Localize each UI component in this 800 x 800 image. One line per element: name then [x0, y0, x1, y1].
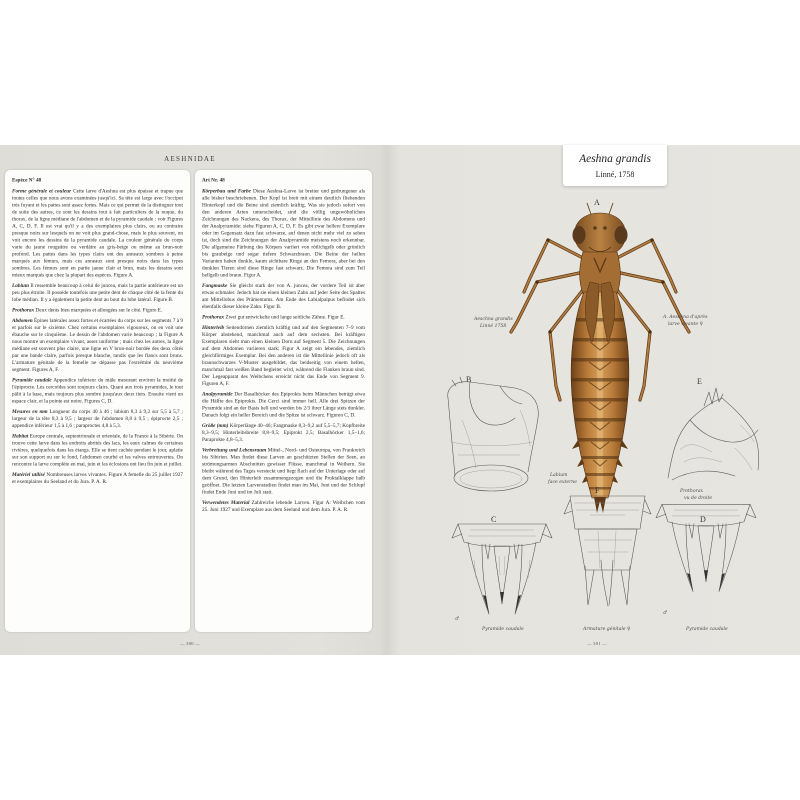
labium-label: Labium — [550, 473, 568, 478]
section-text: Mittel-, Nord- und Osteuropa, von Frankreich bis Sibirien. Man findet diese Larven an geschützten Stellen der Seen, an strömungsarmen Abschnitten gewisser Flüsse, manchmal in Weihern. Sie bleibt während des Tages versteckt und liegt flach auf der Unterlage oder auf dem Grund, den Hinterleib zusammengezogen und die Proktalklappe halb geöffnet. Die letzten Larvenstadien findet man im Mai, Juni und der Schlupf findet Ende Juni und im Juli statt. — [202, 447, 366, 495]
section-term: Körperbau und Farbe — [202, 188, 251, 194]
section-text: Sie gleicht stark der von A. juncea, der vordere Teil ist aber etwas schmaler. Jedoch hat sie einen kleinen Zahn auf jeder Seite des Spaltes am Mittellobus des Prämentums. Am Ende des Labialpalpus befindet sich ebenfalls dieser kleine Zahn. Figur B. — [202, 283, 366, 310]
section-term: Abdomen — [12, 318, 33, 324]
caudal-left-sex: ♂ — [455, 617, 460, 622]
larva-eye-left — [573, 226, 586, 244]
page-number-right: — 301 — — [586, 641, 608, 646]
figure-label-b: B — [466, 375, 472, 384]
section-term: Verwendetes Material — [202, 500, 250, 506]
section-term: Hinterleib — [202, 325, 225, 331]
larva-label-note: larve vivante ♀ — [668, 322, 703, 327]
section-term: Prothorax — [12, 307, 35, 313]
prothorax-label: Prothorax — [680, 489, 704, 494]
section-term: Fangmaske — [202, 283, 228, 289]
section-term: Pyramide caudale — [12, 377, 52, 383]
section-prothorax — [12, 307, 183, 314]
section-text: Zahlreiche lebende Larven. Figur A: Weibchen vom 25. Juni 1927 und Exemplare aus dem Seeland und dem Jura. P. A. R. — [202, 500, 365, 513]
caudal-right-sex: ♂ — [663, 611, 668, 616]
section-measurements — [12, 409, 183, 430]
section-anal-pyramid — [202, 391, 365, 419]
figure-label-a: A — [594, 198, 600, 207]
column-heading: Espèce N° 48 — [12, 177, 42, 183]
species-author: Linné, 1758 — [595, 170, 635, 179]
section-text: Körperlänge 40–46; Fangmaske 8,3–9,2 auf 5,5–5,7; Kopfbreite 8,3–9,5; Hinterleibsbreite 8,8–9,5; Epiprokt 2,5; Basalhöcker 1,5–1,6; Paraprokte 4,8–5,3. — [202, 423, 365, 443]
section-term: Prothorax — [202, 314, 225, 320]
section-mask — [202, 283, 365, 311]
caudal-pyramid-right-drawing — [656, 504, 756, 632]
section-text: Deux dents bien marquées et allongées sur le côté. Figure E. — [35, 307, 163, 313]
section-term: Größe (mm) — [202, 423, 229, 429]
larva-label-source: A. Aeschna d'après — [663, 315, 708, 320]
species-title-box — [563, 145, 667, 186]
section-text: Cette larve d'Aeshna est plus épaisse et trapue que toutes celles que nous avons examinées jusqu'ici. Sa tête est large avec l'occiput très fuyant et les pattes sont assez fortes. Mais ce qui permet de la distinguer tout de suite des autres, ce sont les dessins tout à fait particuliers de la nuque, du thorax, de la ligne médiane de l'abdomen et de la pyramide caudale : voir Figures A, C, D, F. Il est vrai qu'il y a des exemplaires plus clairs, ou au contraire presque noirs sur lesquels on ne voit plus grand-chose, mais le plus souvent, on voit encore les dessins de la pyramide caudale. La couleur générale du corps varie du jaune rougeâtre ou verdâtre au gris-beige ou même au brun-noir profond. Les pattes dans les types clairs ont des anneaux sombres à peine marqués aux fémurs, mais ces anneaux sont presque noirs dans les types sombres. Les fémurs sont en partie jaune clair et brun, mais les dessins sont mieux marqués que chez la plupart des espèces. Figure A. — [12, 188, 183, 278]
caudal-right-caption: Pyramide caudale — [686, 627, 728, 632]
section-term: Forme générale et couleur — [12, 188, 72, 194]
section-body-colour — [202, 188, 365, 279]
figure-label-f: F — [595, 486, 600, 495]
section-caudal-pyramid — [12, 377, 183, 405]
french-column — [5, 170, 190, 632]
caudal-left-caption: Pyramide caudale — [482, 627, 524, 632]
section-term: Analpyramide — [202, 391, 233, 397]
larva-label-author: Linné 1758 — [480, 324, 507, 329]
species-name: Aeshna grandis — [579, 153, 651, 165]
family-header: AESHNIDAE — [164, 155, 216, 163]
larva-label-species: Aeschna grandis — [474, 317, 513, 322]
section-text: Épines latérales assez fortes et écartées du corps sur les segments 7 à 9 et parfois sur le sixième. Chez certains exemplaires vigoureux, on en voit une ébauche sur le cinquième. Le dessin de l'abdomen varie beaucoup ; la Figure A nous montre un exemplaire vivant, assez uniforme ; mais chez les autres, la ligne médiane est souvent plus claire, une ligne en V brun-noir bordée des deux côtés par une bande claire, parfois presque blanche, tandis que les flancs sont bruns. L'armature génitale de la femelle ne dépasse pas l'extrémité du neuvième segment. Figures A, F. — [12, 318, 183, 373]
figure-label-c: C — [491, 515, 497, 524]
section-text: Diese Aeshna-Larve ist breiter und gedrungener als alle bisher beschriebenen. Der Kopf ist breit mit einem deutlich fliehenden Hinterkopf und die Beine sind ziemlich kräftig. Was sie jedoch sofort von den anderen Arten unterscheidet, sind die völlig ungewöhnlichen Zeichnungen des Nackens, des Thorax, der Mittellinie des Abdomens und der Analpyramide: siehe Figuren A, C, D, F. Es gibt zwar hellere Exemplare oder im Gegensatz dazu fast schwarze, auf denen nicht mehr viel zu sehen ist, doch sind die Zeichnungen der Analpyramide meistens noch erkennbar. Die allgemeine Färbung des Körpers variiert von rötlichgelb oder grünlich bis graubeige und sogar tiefem Schwarzbraun. Die Beine der hellen Varianten haben dunkle, kaum sichtbare Ringe an den Femora, aber bei den dunklen Tieren sind diese Ringe fast schwarz. Die Femora sind zum Teil hellgelb und braun. Figur A. — [202, 188, 365, 278]
german-column-text — [202, 177, 365, 517]
labium-label-view: face externe — [548, 480, 577, 485]
section-text: Europe centrale, septentrionale et orientale, de la France à la Sibérie. On trouve cette larve dans les endroits abrités des lacs, les eaux calmes de certaines rivières, quelquefois dans les étangs. Elle se tient cachée pendant le jour, aplatie sur son support ou sur le fond, l'abdomen courbé et les valves entrouvertes. On rencontre la larve complète en mai, juin et les éclosions ont lieu fin juin et juillet. — [12, 433, 183, 467]
larva-illustration — [473, 198, 708, 513]
section-text: Longueur du corps 40 à 46 ; labium 8,3 à 9,2 sur 5,5 à 5,7 ; largeur de la tête 8,3 à 9,5 ; largeur de l'abdomen 8,8 à 9,5 ; épiprocte 2,5 ; appendice inférieur 1,5 à 1,6 ; paraproctes 4,8 à 5,3. — [12, 409, 184, 429]
section-term: Matériel utilisé — [12, 472, 45, 478]
section-text: Zwei gut entwickelte und lange seitliche Zähne. Figur E. — [225, 314, 345, 320]
section-distribution — [202, 447, 365, 496]
caudal-pyramid-left-drawing — [452, 515, 552, 632]
genital-armature-drawing — [564, 486, 651, 632]
section-term: Habitat — [12, 433, 29, 439]
section-text: Der Basalhöcker des Epiprokts beim Männchen beträgt etwa die Hälfte des Epiprokts. Die Cerci sind immer hell. Alle drei Spitzen der Pyramide sind an der Basis hell und werden bis 2/3 ihrer Länge stets dunkler. Danach folgt ein heller Bereich und die Spitze ist schwarz. Figuren C, D. — [202, 391, 365, 418]
prothorax-drawing — [668, 377, 759, 501]
figure-label-d: D — [700, 515, 706, 524]
figure-label-e: E — [697, 377, 702, 386]
section-abdomen — [202, 325, 365, 388]
prothorax-label-view: vu de droite — [684, 496, 713, 501]
section-material — [202, 500, 365, 514]
section-text: Nombreuses larves vivantes. Figure A femelle du 25 juillet 1927 et exemplaires du Seeland et du Jura. P. A. R. — [12, 472, 184, 485]
section-labium — [12, 283, 183, 304]
section-habitat — [12, 433, 183, 468]
french-column-text — [12, 177, 183, 489]
section-text: Il ressemble beaucoup à celui de juncea, mais la partie antérieure est un peu plus étroite. Il possède toutefois une petite dent de chaque côté de la fente du lobe médian. Il y a également la petite dent au bout du lobe latéral. Figure B. — [12, 283, 184, 303]
plate-illustrations — [390, 190, 790, 645]
page-number-left: — 300 — — [179, 641, 201, 646]
section-size — [202, 423, 365, 444]
section-prothorax — [202, 314, 365, 321]
column-heading: Art Nr. 48 — [202, 177, 225, 183]
section-material — [12, 472, 183, 486]
german-column — [195, 170, 372, 632]
section-text: Seitendornen ziemlich kräftig und auf den Segmenten 7–9 vom Körper abstehend, manchmal auch auf dem sechsten. Bei kräftigen Exemplaren sieht man einen kleinen Dorn auf Segment 5. Die Zeichnungen auf dem Abdomen variieren stark; Figur A zeigt ein lebendes, ziemlich gleichförmiges Exemplar. Bei den anderen ist die Mittellinie jedoch oft als braunschwarzes V-Muster ausgebildet, das beidseitig von einem hellen, manchmal fast weißen Band begleitet wird, während die Flanken braun sind. Der Legeapparat des Weibchens erreicht nicht das Ende von Segment 9. Figuren A, F. — [202, 325, 366, 387]
section-term: Verbreitung und Lebensraum — [202, 447, 267, 453]
larva-caudal-pyramid — [594, 497, 606, 513]
section-abdomen — [12, 318, 183, 374]
genital-caption: Armature génitale ♀ — [583, 627, 631, 632]
larva-eye-right — [615, 226, 628, 244]
section-general-form — [12, 188, 183, 279]
section-text: Appendice inférieur du mâle mesurant environ la moitié de l'épiprocte. Les cercoïdes sont toujours clairs. Quant aux trois pyramides, le tout pâlit à la base, mais toujours plus sombre jusqu'aux deux tiers. Ensuite vient un espace clair, et la pointe est noire. Figures C, D. — [12, 377, 184, 404]
section-term: Labium — [12, 283, 29, 289]
section-term: Mesures en mm — [12, 409, 48, 415]
